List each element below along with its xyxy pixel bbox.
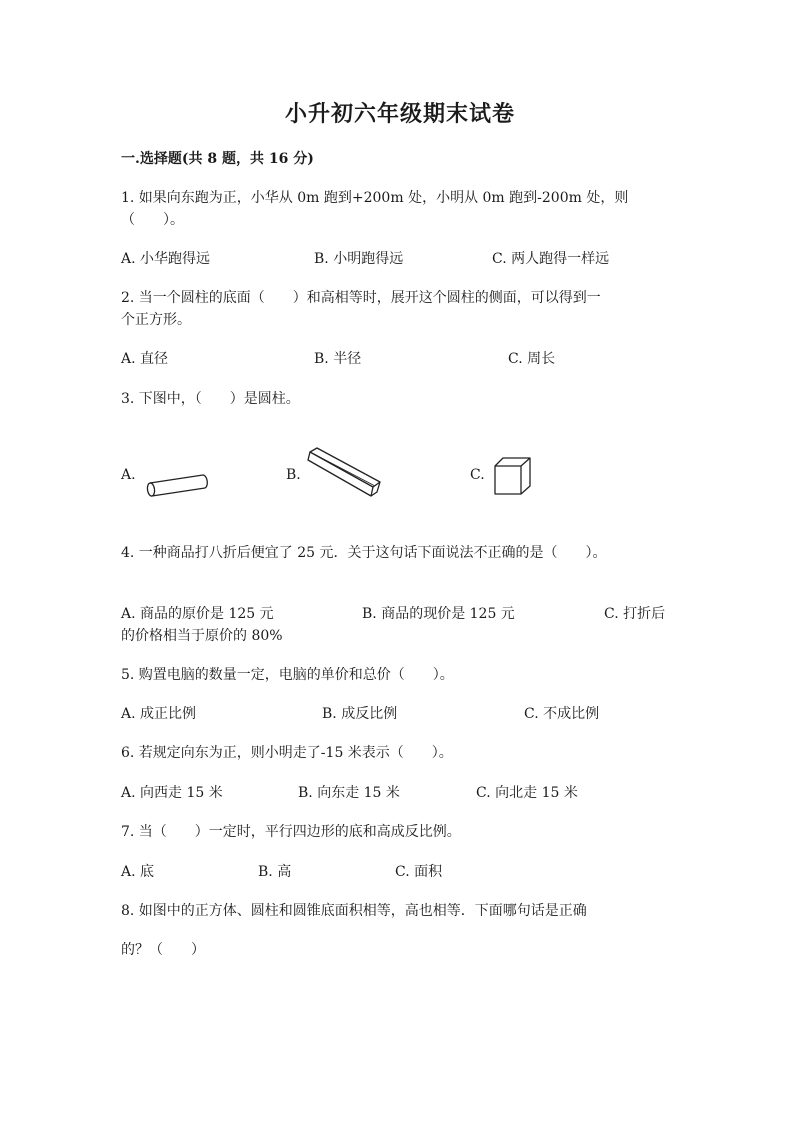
thin-cylinder-figure <box>143 470 213 500</box>
question-8-line-1: 8. 如图中的正方体、圆柱和圆锥底面积相等，高也相等．下面哪句话是正确 <box>121 903 587 919</box>
question-1-option-b: B. 小明跑得远 <box>314 251 404 267</box>
question-4-option-a: A. 商品的原价是 125 元 <box>121 606 274 622</box>
page-title: 小升初六年级期末试卷 <box>284 101 515 127</box>
question-6-line-1: 6. 若规定向东为正，则小明走了-15 米表示（ ）。 <box>121 745 453 761</box>
question-6-option-a: A. 向西走 15 米 <box>121 785 223 801</box>
question-2-option-a: A. 直径 <box>121 351 169 367</box>
question-4-line-1: 4. 一种商品打八折后便宜了 25 元．关于这句话下面说法不正确的是（ ）。 <box>121 545 607 561</box>
question-6-option-c: C. 向北走 15 米 <box>476 785 578 801</box>
question-3-option-c: C. <box>470 467 485 483</box>
question-1-line-2: （ ）。 <box>121 212 184 228</box>
question-2-line-1: 2. 当一个圆柱的底面（ ）和高相等时，展开这个圆柱的侧面，可以得到一 <box>121 290 601 306</box>
question-1-option-c: C. 两人跑得一样远 <box>492 251 610 267</box>
question-5-option-c: C. 不成比例 <box>524 706 600 722</box>
question-5-option-a: A. 成正比例 <box>121 706 197 722</box>
section-heading: 一.选择题(共 8 题，共 16 分) <box>121 151 314 167</box>
question-8-line-2: 的？（ ） <box>121 942 205 958</box>
question-7-option-b: B. 高 <box>258 864 292 880</box>
question-5-option-b: B. 成反比例 <box>322 706 398 722</box>
question-7-line-1: 7. 当（ ）一定时，平行四边形的底和高成反比例。 <box>121 824 461 840</box>
question-3-option-b: B. <box>286 467 301 483</box>
triangular-prism-figure <box>305 446 385 502</box>
question-4-option-b: B. 商品的现价是 125 元 <box>362 606 515 622</box>
question-1-line-1: 1. 如果向东跑为正，小华从 0m 跑到+200m 处，小明从 0m 跑到-200m 处，则 <box>121 190 629 206</box>
question-5-line-1: 5. 购置电脑的数量一定，电脑的单价和总价（ ）。 <box>121 667 454 683</box>
question-2-line-2: 个正方形。 <box>121 312 191 328</box>
question-2-option-c: C. 周长 <box>508 351 556 367</box>
question-4-option-c: C. 打折后 <box>604 606 666 622</box>
question-7-option-c: C. 面积 <box>395 864 443 880</box>
question-7-option-a: A. 底 <box>121 864 155 880</box>
question-1-option-a: A. 小华跑得远 <box>121 251 211 267</box>
cube-figure <box>492 455 534 497</box>
question-4-option-c-continued: 的价格相当于原价的 80% <box>121 628 283 644</box>
question-3-option-a: A. <box>121 467 136 483</box>
question-6-option-b: B. 向东走 15 米 <box>298 785 400 801</box>
question-3-line-1: 3. 下图中，（ ）是圆柱。 <box>121 391 300 407</box>
question-2-option-b: B. 半径 <box>314 351 362 367</box>
